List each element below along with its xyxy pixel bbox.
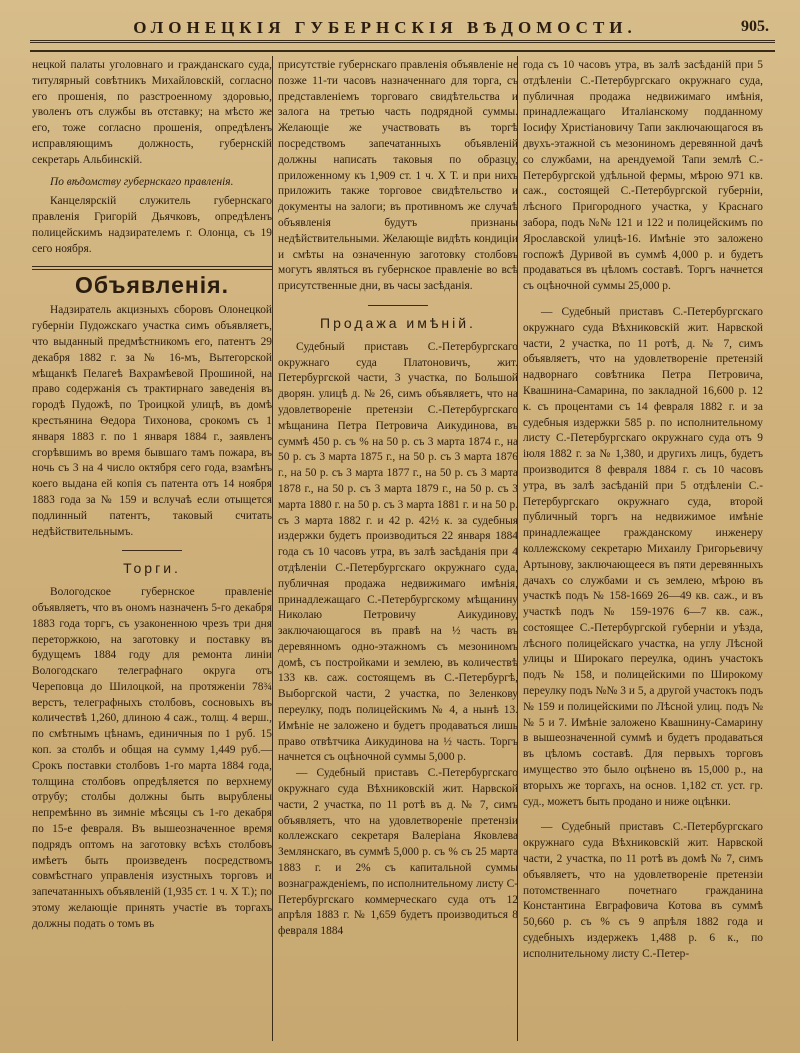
paragraph: года съ 10 часовъ утра, въ залѣ засѣданій при 5 отдѣленіи С.-Петербургскаго окружнаго суда, публичная продажа недвижимаго имѣнія, принадлежащаго Италіанскому подданному Іосифу Христіановичу Тапи заключающагося въ двухъ-этажной съ мезониномъ деревянной дачѣ со службами, на арендуемой Тапи землѣ С.-Петербургской удѣльной фермы, мѣрою 971 кв. саж., состоящей С.-Петербургской губерніи, лѣсного Пригородного участка, у Краснаго забора, подъ №№ 121 и 122 и полицейскимъ по Ярославской улицѣ-16. Имѣніе это заложено госпожѣ Дуривой въ суммѣ 4,000 р. и будетъ продаваться въ цѣломъ составѣ. Торгъ начнется съ оцѣночной суммы 25,000 р.: [523, 59, 763, 293]
column-3: [523, 58, 763, 963]
paragraph: — Судебный приставъ С.-Петербургскаго окружнаго суда Вѣхниковскій жит. Нарвской части, 2 участка, по 11 ротѣ, д. № 7, симъ объявляетъ, что на удовлетвореніе претензій надворнаго совѣтника Петра Петровича, Квашнина-Самарина, по закладной 16,600 р. 12 к. съ процентами съ 14 февраля 1882 г. и за судебныя издержки 585 р. по исполнительному листу С.-Петербургскаго окружнаго суда отъ 9 іюля 1882 г. за № 1,380, и другихъ лицъ, будетъ производится 8 февраля 1884 г. съ 10 часовъ утра, въ залѣ засѣданій при 5 отдѣленіи С.-Петербургскаго окружнаго суда, второй публичный торгъ на недвижимое имѣніе принадлежащее гражданскому инженеру коллежскому секретарю Михаилу Григорьевичу Артынову, заключающееся въ пяти деревянныхъ дачахъ со службами и съ землею, мѣрою въ участкѣ подъ № 158-1669 26—49 кв. саж., и въ участкѣ подъ № 159-1976 6—7 кв. саж., состоящее С.-Петербургской губерніи и уѣзда, лѣсного полицейскаго участка, на углу Лѣсной улицы и Широкаго переулка, одинъ участокъ подъ № 158, и полицейскими по Широкому переулку подъ №№ 3 и 5, а другой участокъ подъ № 159 и полицейскими по Лѣсной улиц. подъ №№ 5 и 7. Имѣніе заложено Квашнину-Самарину в вышеозначенной суммѣ и будетъ продаваться въ цѣломъ составѣ. Для первыхъ торговъ имущество это было оцѣнено въ 15,000 р., на вторыхъ же торгахъ, на основ. 1,182 ст. уст. гр. суд., можетъ быть продано и ниже оцѣнки.: [523, 305, 763, 808]
department-heading: По вѣдомству губернскаго правленія.: [50, 175, 234, 188]
column-divider: [272, 56, 273, 1041]
paragraph: — Судебный приставъ С.-Петербургскаго окружнаго суда Вѣхниковскій жит. Нарвской части, 2 участка, по 11 ротѣ въ домѣ № 7, симъ объявляетъ, что на удовлетвореніе претензіи потомственнаго почетнаго гражданина Константина Евграфовича Котова въ суммѣ 50,660 р. съ % съ 9 апрѣля 1882 года и судебныхъ издержекъ 1,488 р. 6 к., по исполнительному листу С.-Петер-: [523, 821, 763, 960]
announcements-heading: Объявленія.: [74, 271, 229, 298]
divider: [368, 305, 428, 306]
column-1: [32, 58, 272, 933]
paragraph: Вологодское губернское правленіе объявляетъ, что въ ономъ назначенъ 5-го декабря 1883 года торгъ, съ узаконенною чрезъ три дня переторжкою, на заготовку и поставку въ будущемъ 1884 году для ремонта линіи Вологодскаго телеграфнаго округа отъ Череповца до Шилоцкой, на протяженіи 78¾ верстъ, телеграфныхъ столбовъ, сосновыхъ въ количествѣ 1,260, длиною 4 саж., толщ. 4 верш., по смѣтнымъ цѣнамъ, единичныя по 1 руб. 15 коп. за столбъ и общая на сумму 1,449 руб.—Срокъ поставки столбовъ 1-го марта 1884 года, толщина столбовъ опредѣляется по верхнему отрубу; столбы должны быть вырублены непремѣнно въ зимніе мѣсяцы съ 1-го декабря по 15-е февраля. Въ вышеозначенное время подрядъ оптомъ на заготовку всѣхъ столбовъ имѣетъ быть произведенъ посредствомъ совмѣстнаго управленія изустныхъ торговъ и запечатанныхъ объявленій (1,935 ст. 1 ч. X Т.); по этому желающіе принять участіе въ торгахъ должны подать о томъ въ: [32, 586, 272, 930]
paragraph: Канцелярскій служитель губернскаго правленія Григорій Дьячковъ, опредѣленъ полицейскимъ надзирателемъ г. Олонца, съ 19 сего ноября.: [32, 195, 272, 255]
section-rule: [32, 266, 272, 270]
paragraph: — Судебный приставъ С.-Петербургскаго окружнаго суда Вѣхниковскій жит. Нарвской части, 2 участка, по 11 ротѣ въ д. № 7, симъ объявляетъ, что на удовлетвореніе претензіи коллежскаго секретаря Валеріана Яковлева Землянскаго, въ суммѣ 5,000 р. съ % съ 25 марта 1883 г. и 2% съ капитальной суммы вознагражденіемъ, по исполнительному листу С-Петербургскаго коммерческаго суда отъ 12 апрѣля 1883 г. № 1,659 будетъ производиться 8 февраля 1884: [278, 767, 518, 938]
column-2: [278, 58, 518, 940]
section-heading: Продажа имѣній.: [320, 314, 476, 331]
header-rule: [30, 50, 775, 52]
paragraph: нецкой палаты уголовнаго и гражданскаго суда, титулярный совѣтникъ Михайловскій, согласно его прошенія, по разстроенному здоровью, уволенъ отъ службы въ отставку; на мѣсто же его, тоже согласно прошенія, опредѣленъ исправляющимъ должность, губернскій секретарь Альбинскій.: [32, 59, 272, 166]
paragraph: присутствіе губернскаго правленія объявленіе не позже 11-ти часовъ назначеннаго для торга, съ представленіемъ торговаго свидѣтельства и залога на третью часть подрядной суммы. Желающіе же участвовать въ торгѣ посредствомъ запечатанныхъ объявленій должны написать таковыя по образцу, приложенному къ 1,909 ст. 1 ч. X Т. и при нихъ приложить также торговое свидѣтельство и документы на залоги; въ противномъ же случаѣ объявленія будутъ признаны недѣйствительными. Желающіе видѣть кондиціи и смѣты на означенную заготовку столбовъ могутъ являться въ губернское правленіе во всѣ присутственные дни, въ часы засѣданія.: [278, 59, 518, 293]
masthead: [30, 14, 775, 43]
page-number: 905.: [741, 18, 769, 35]
paragraph: Надзиратель акцизныхъ сборовъ Олонецкой губерніи Пудожскаго участка симъ объявляетъ, что выданный предмѣстникомъ его, патентъ 29 декабря 1882 г. за № 16-мъ, Вытегорской мѣщанкѣ Пелагеѣ Вахрамѣевой Прошиной, на право содержанія съ трактирнаго заведенія въ городѣ Пудожѣ, по Троицкой улицѣ, въ домѣ крестьянина Ѳедора Тихонова, срокомъ съ 1 января 1883 г. по 1 января 1884 г., заявленъ сгорѣвшимъ во время бывшаго тамъ пожара, въ ночь съ 3 на 4 число октября сего года, взамѣнъ коего выдана ей копія съ патента отъ 14 ноября 1883 года за № 159 и вслучаѣ если отыщется подлинный патентъ, таковый считать недѣйствительнымъ.: [32, 304, 272, 538]
newspaper-title: ОЛОНЕЦКІЯ ГУБЕРНСКІЯ ВѢДОМОСТИ.: [133, 18, 637, 37]
divider: [122, 550, 182, 551]
section-heading: Торги.: [123, 560, 181, 577]
paragraph: Судебный приставъ С.-Петербургскаго окружнаго суда Платоновичъ, жит. Петербургской части, 3 участка, по Большой дворян. улицѣ д. № 26, симъ объявляетъ, что на удовлетвореніе претензіи С.-Петербургскаго мѣщанина Петра Петровича Аикудинова, въ суммѣ 450 р. съ % на 50 р. съ 3 марта 1874 г., на 50 р. съ 3 марта 1875 г., на 50 р. съ 3 марта 1876 г., на 50 р. съ 3 марта 1877 г., на 50 р. съ 3 марта 1878 г., на 50 р. съ 3 марта 1879 г., на 50 р. съ 3 марта 1880 г. на 50 р. съ 3 марта 1881 г. и на 50 р. съ 3 марта 1882 г. и 42 р. 42½ к. за судебныя издержки будетъ производиться 22 января 1884 года съ 10 часовъ утра, въ залѣ засѣданія при 4 отдѣленіи С.-Петербургскаго окружнаго суда, публичная продажа недвижимаго имѣнія, принадлежащаго С.-Петербургскому мѣщанину Николаю Петровичу Аикудинову, заключающагося въ правѣ на ½ часть въ деревянномъ одно-этажномъ съ мезониномъ домѣ, съ постройками и землею, въ количествѣ 133 кв. саж. состоящемъ въ С.-Петербургѣ, Выборгской части, 2 участка, по Зеленкову переулку, подъ полицейскимъ № 4, а нынѣ 13. Имѣніе не заложено и будетъ продаваться лишь право отвѣтчика Аикудинова на ½ часть. Торгъ начнется съ оцѣночной суммы 5,000 р.: [278, 340, 518, 764]
